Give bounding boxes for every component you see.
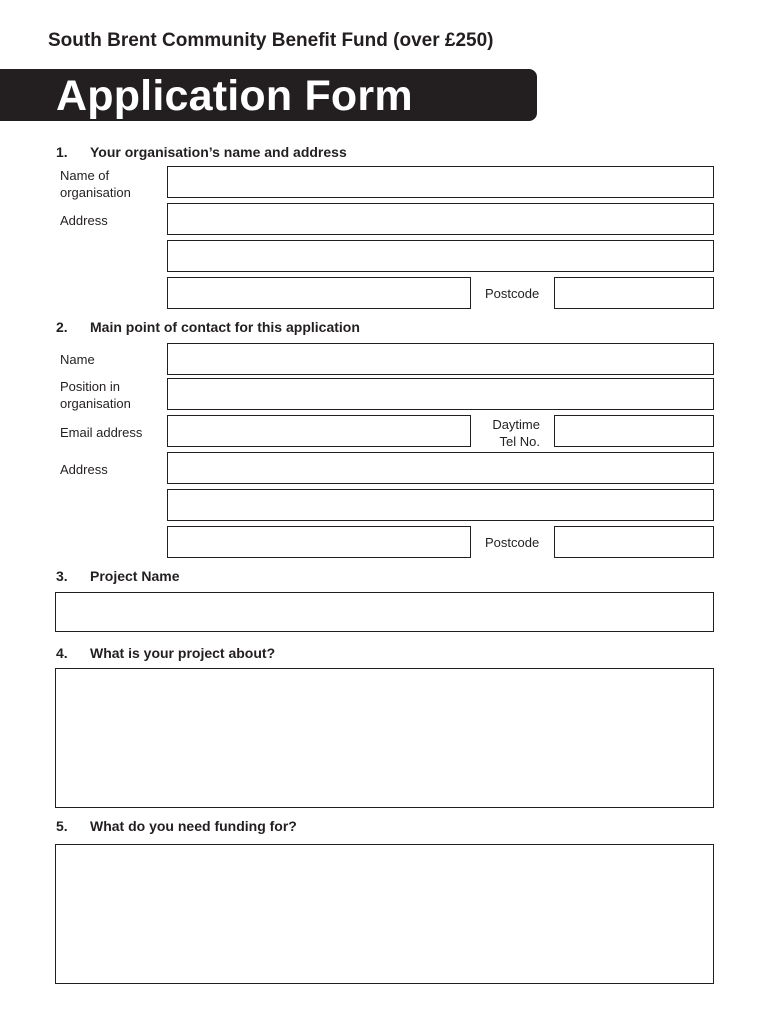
org-address-label: Address [60,213,108,228]
title-banner [0,69,537,121]
section-5-number: 5. [56,818,68,834]
contact-address-line1-input[interactable] [167,452,714,484]
org-name-label-line2: organisation [60,185,131,200]
contact-postcode-input[interactable] [554,526,714,558]
tel-label [478,416,540,450]
org-name-input[interactable] [167,166,714,198]
section-1-title: Your organisation’s name and address [90,144,347,160]
section-1-number: 1. [56,144,68,160]
section-5-title: What do you need funding for? [90,818,297,834]
contact-address-line3-input[interactable] [167,526,471,558]
section-4-title: What is your project about? [90,645,276,661]
org-address-line2-input[interactable] [167,240,714,272]
org-postcode-label: Postcode [485,286,540,301]
position-label [60,378,131,412]
org-name-label [60,167,131,201]
org-address-line1-input[interactable] [167,203,714,235]
org-postcode-input[interactable] [554,277,714,309]
contact-name-input[interactable] [167,343,714,375]
org-name-label-line1: Name of [60,168,110,183]
tel-label-line1: Daytime [492,417,540,432]
email-label: Email address [60,425,143,440]
position-label-line1: Position in [60,379,120,394]
tel-input[interactable] [554,415,714,447]
position-input[interactable] [167,378,714,410]
page-title: Application Form [56,72,413,120]
org-address-line3-input[interactable] [167,277,471,309]
position-label-line2: organisation [60,396,131,411]
funding-need-textarea[interactable] [55,844,714,984]
project-name-input[interactable] [55,592,714,632]
section-4-number: 4. [56,645,68,661]
section-2-title: Main point of contact for this application [90,319,360,335]
section-3-number: 3. [56,568,68,584]
section-2-number: 2. [56,319,68,335]
form-subtitle: South Brent Community Benefit Fund (over £250) [48,30,494,51]
project-about-textarea[interactable] [55,668,714,808]
contact-name-label: Name [60,352,95,367]
email-input[interactable] [167,415,471,447]
contact-address-label: Address [60,462,108,477]
contact-address-line2-input[interactable] [167,489,714,521]
section-3-title: Project Name [90,568,180,584]
contact-postcode-label: Postcode [485,535,540,550]
tel-label-line2: Tel No. [499,434,540,449]
